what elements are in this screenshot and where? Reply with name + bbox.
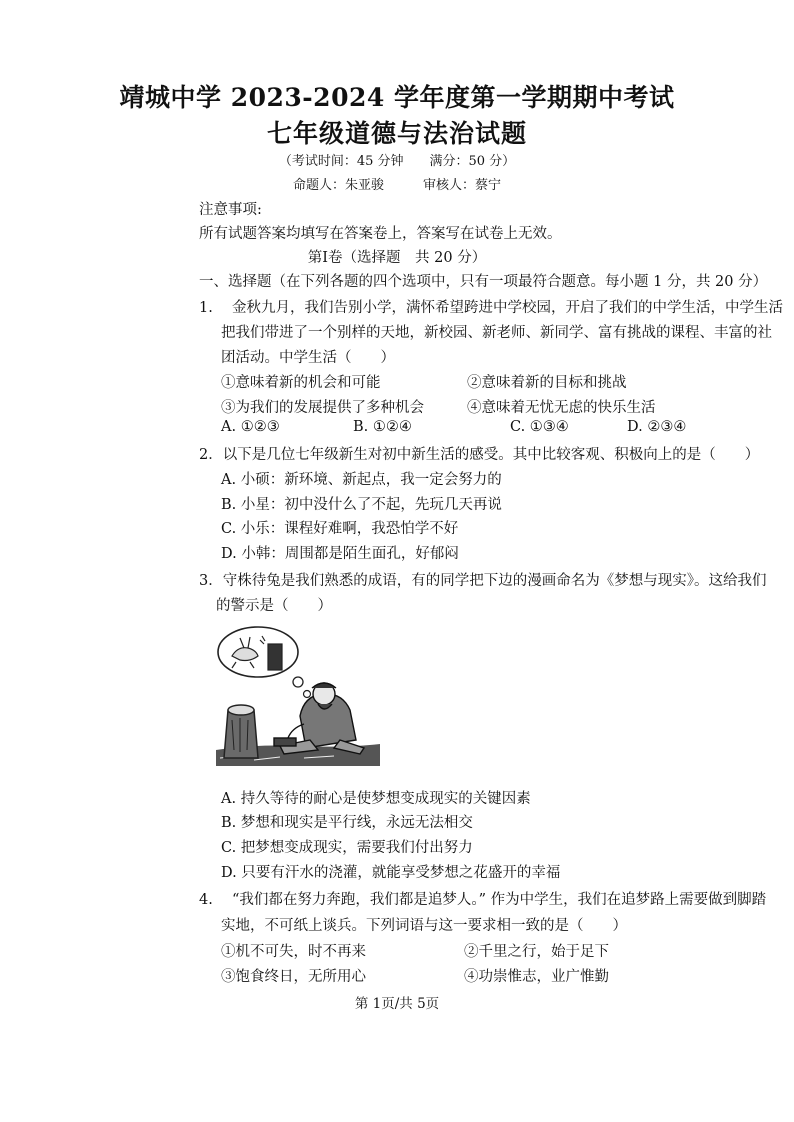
q4-statement-4: ④功崇惟志，业广惟勤: [464, 969, 609, 985]
q4-statement-2: ②千里之行，始于足下: [464, 944, 609, 960]
q1-stem-line3: 团活动。中学生活（ ）: [221, 350, 395, 366]
q4-statement-3: ③饱食终日，无所用心: [221, 969, 366, 985]
q1-statement-1: ①意味着新的机会和可能: [221, 375, 381, 391]
q2-option-b: B. 小星：初中没什么了不起，先玩几天再说: [221, 497, 502, 513]
q1-stem-line2: 把我们带进了一个别样的天地，新校园、新老师、新同学、富有挑战的课程、丰富的社: [221, 325, 772, 341]
q2-stem: 2．以下是几位七年级新生对初中新生活的感受。其中比较客观、积极向上的是（ ）: [199, 447, 760, 463]
notice-heading: 注意事项:: [199, 202, 262, 218]
q3-stem-line2: 的警示是（ ）: [216, 598, 332, 614]
sitting-farmer: [274, 683, 364, 754]
q3-option-b: B. 梦想和现实是平行线，永远无法相交: [221, 815, 473, 831]
q2-option-d: D. 小韩：周围都是陌生面孔，好郁闷: [221, 546, 459, 562]
q3-option-d: D. 只要有汗水的浇灌，就能享受梦想之花盛开的幸福: [221, 865, 561, 881]
q1-stem-line1: 1. 金秋九月，我们告别小学，满怀希望跨进中学校园，开启了我们的中学生活，中学生活: [199, 300, 783, 316]
q1-option-a: A. ①②③: [221, 419, 280, 435]
section-title: 第Ⅰ卷（选择题 共 20 分）: [307, 250, 487, 266]
q3-stem-line1: 3．守株待兔是我们熟悉的成语，有的同学把下边的漫画命名为《梦想与现实》。这给我们: [199, 573, 767, 589]
q3-option-c: C. 把梦想变成现实，需要我们付出努力: [221, 840, 473, 856]
bubble-dot-1: [293, 677, 303, 687]
q4-statement-1: ①机不可失，时不再来: [221, 944, 366, 960]
exam-authors: 命题人：朱亚骏 审核人：蔡宁: [292, 178, 501, 193]
notice-text: 所有试题答案均填写在答案卷上，答案写在试卷上无效。: [199, 226, 562, 242]
q4-stem-line1: 4. “我们都在努力奔跑，我们都是追梦人。” 作为中学生，我们在追梦路上需要做到脚踏: [199, 892, 767, 908]
q1-option-d: D. ②③④: [627, 419, 687, 435]
q1-statement-2: ②意味着新的目标和挑战: [467, 375, 627, 391]
q1-option-c: C. ①③④: [510, 419, 569, 435]
cartoon-illustration: [214, 622, 382, 772]
tree-stump: [224, 705, 258, 758]
q1-statement-4: ④意味着无忧无虑的快乐生活: [467, 400, 656, 416]
q1-option-b: B. ①②④: [353, 419, 412, 435]
q2-option-c: C. 小乐：课程好难啊，我恐怕学不好: [221, 521, 459, 537]
q4-stem-line2: 实地，不可纸上谈兵。下列词语与这一要求相一致的是（ ）: [221, 918, 627, 934]
thought-bubble: [218, 627, 298, 677]
section-instruction: 一、选择题（在下列各题的四个选项中，只有一项最符合题意。每小题 1 分，共 20 分）: [199, 274, 768, 290]
exam-subtitle: 七年级道德与法治试题: [266, 119, 527, 148]
exam-info: （考试时间：45 分钟 满分：50 分）: [278, 154, 516, 169]
exam-title: 靖城中学 2023-2024 学年度第一学期期中考试: [119, 83, 675, 112]
q3-option-a: A. 持久等待的耐心是使梦想变成现实的关键因素: [221, 791, 531, 807]
page-number: 第 1页/共 5页: [354, 996, 440, 1012]
q2-option-a: A. 小硕：新环境、新起点，我一定会努力的: [221, 472, 502, 488]
q1-statement-3: ③为我们的发展提供了多种机会: [221, 400, 424, 416]
bubble-dot-2: [304, 691, 311, 698]
